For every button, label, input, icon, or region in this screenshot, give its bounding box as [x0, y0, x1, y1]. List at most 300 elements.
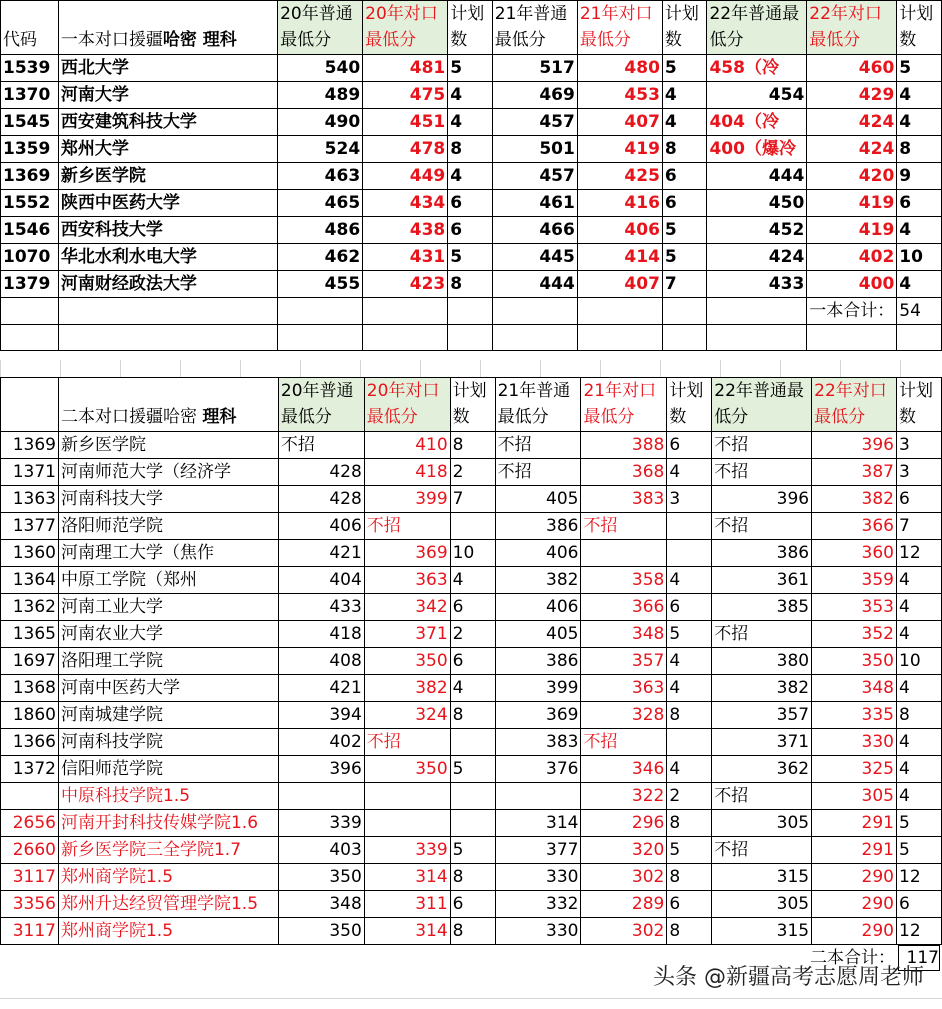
empty-cell — [363, 325, 448, 351]
cell-score-22-duikou: 419 — [807, 190, 897, 217]
cell-score-22-normal: 不招 — [712, 837, 812, 864]
cell-score-20-duikou: 434 — [363, 190, 448, 217]
cell-score-22-duikou: 291 — [812, 837, 897, 864]
cell-code: 1371 — [1, 459, 59, 486]
cell-school: 郑州升达经贸管理学院1.5 — [58, 891, 278, 918]
cell-score-21-normal: 445 — [492, 244, 577, 271]
cell-score-20-normal: 433 — [278, 594, 364, 621]
cell-plan-20: 4 — [450, 675, 495, 702]
empty-cell — [897, 325, 942, 351]
cell-score-22-normal: 315 — [712, 918, 812, 945]
cell-score-21-duikou: 406 — [577, 217, 662, 244]
cell-score-21-duikou: 328 — [581, 702, 667, 729]
erben-total-label: 二本合计： — [810, 948, 895, 968]
cell-plan-20: 4 — [448, 163, 493, 190]
cell-score-22-duikou: 366 — [812, 513, 897, 540]
cell-plan-20: 8 — [448, 136, 493, 163]
cell-score-20-duikou — [364, 810, 450, 837]
cell-plan-22: 5 — [897, 55, 942, 82]
cell-score-20-normal: 418 — [278, 621, 364, 648]
cell-code: 1377 — [1, 513, 59, 540]
cell-score-20-normal: 350 — [278, 864, 364, 891]
cell-school: 西北大学 — [58, 55, 277, 82]
cell-score-22-duikou: 402 — [807, 244, 897, 271]
cell-score-20-normal: 428 — [278, 459, 364, 486]
cell-plan-22: 9 — [897, 163, 942, 190]
table-row — [1, 513, 942, 540]
cell-score-22-normal: 433 — [707, 271, 807, 298]
cell-score-21-duikou: 368 — [581, 459, 667, 486]
empty-cell — [807, 325, 897, 351]
cell-score-21-normal — [495, 783, 581, 810]
empty-cell — [707, 325, 807, 351]
cell-score-21-normal: 405 — [495, 486, 581, 513]
cell-score-20-duikou: 438 — [363, 217, 448, 244]
table-row — [1, 783, 942, 810]
cell-code: 1697 — [1, 648, 59, 675]
cell-plan-20: 6 — [450, 648, 495, 675]
cell-code: 1362 — [1, 594, 59, 621]
header-plan: 计划数 — [667, 378, 712, 432]
empty-cell — [492, 298, 577, 325]
cell-plan-21: 5 — [662, 244, 707, 271]
cell-score-22-duikou: 387 — [812, 459, 897, 486]
cell-score-21-normal: 469 — [492, 82, 577, 109]
cell-score-22-duikou: 305 — [812, 783, 897, 810]
cell-code: 1545 — [1, 109, 59, 136]
cell-plan-21: 8 — [662, 136, 707, 163]
cell-plan-22: 4 — [897, 783, 942, 810]
cell-score-22-duikou: 350 — [812, 648, 897, 675]
cell-score-22-normal: 315 — [712, 864, 812, 891]
cell-score-22-normal: 386 — [712, 540, 812, 567]
cell-score-22-normal: 305 — [712, 891, 812, 918]
cell-score-22-normal: 396 — [712, 486, 812, 513]
cell-plan-21: 4 — [667, 648, 712, 675]
header-22-duikou: 22年对口最低分 — [812, 378, 897, 432]
cell-score-20-duikou: 不招 — [364, 513, 450, 540]
cell-score-20-normal: 421 — [278, 675, 364, 702]
cell-plan-21: 5 — [667, 621, 712, 648]
cell-score-20-normal: 428 — [278, 486, 364, 513]
cell-plan-21: 2 — [667, 783, 712, 810]
empty-cell — [1, 298, 59, 325]
cell-code: 1372 — [1, 756, 59, 783]
cell-score-21-normal: 376 — [495, 756, 581, 783]
table-row — [1, 837, 942, 864]
cell-score-22-duikou: 348 — [812, 675, 897, 702]
cell-score-22-duikou: 460 — [807, 55, 897, 82]
cell-score-21-duikou: 480 — [577, 55, 662, 82]
cell-score-21-duikou: 302 — [581, 864, 667, 891]
cell-school: 郑州商学院1.5 — [58, 918, 278, 945]
cell-score-21-duikou: 414 — [577, 244, 662, 271]
cell-score-21-normal: 330 — [495, 918, 581, 945]
cell-plan-20: 4 — [450, 567, 495, 594]
header-code — [1, 378, 59, 432]
cell-score-22-normal: 400（爆冷 — [707, 136, 807, 163]
cell-score-22-duikou: 290 — [812, 864, 897, 891]
cell-plan-20: 2 — [450, 459, 495, 486]
cell-score-21-normal: 383 — [495, 729, 581, 756]
cell-school: 河南农业大学 — [58, 621, 278, 648]
table-yiben — [0, 0, 942, 351]
cell-score-21-duikou: 416 — [577, 190, 662, 217]
cell-score-20-duikou: 451 — [363, 109, 448, 136]
empty-cell — [492, 325, 577, 351]
cell-score-21-normal: 517 — [492, 55, 577, 82]
table-row — [1, 459, 942, 486]
cell-score-20-normal: 465 — [278, 190, 363, 217]
empty-cell — [278, 325, 363, 351]
cell-score-22-normal: 458（冷 — [707, 55, 807, 82]
cell-plan-21: 4 — [667, 459, 712, 486]
cell-score-20-duikou: 不招 — [364, 729, 450, 756]
cell-plan-22: 8 — [897, 136, 942, 163]
cell-score-22-normal: 361 — [712, 567, 812, 594]
cell-plan-20 — [450, 513, 495, 540]
cell-school: 郑州商学院1.5 — [58, 864, 278, 891]
cell-score-22-normal: 404（冷 — [707, 109, 807, 136]
cell-plan-22: 4 — [897, 621, 942, 648]
yiben-total-value: 54 — [897, 298, 942, 325]
cell-plan-22: 10 — [897, 244, 942, 271]
header-20-duikou: 20年对口最低分 — [364, 378, 450, 432]
empty-cell — [1, 325, 59, 351]
header-20-normal: 20年普通最低分 — [278, 1, 363, 55]
cell-school: 河南开封科技传媒学院1.6 — [58, 810, 278, 837]
cell-score-22-normal: 424 — [707, 244, 807, 271]
header-plan: 计划数 — [897, 378, 942, 432]
cell-score-22-duikou: 429 — [807, 82, 897, 109]
cell-score-21-duikou: 322 — [581, 783, 667, 810]
table-row — [1, 756, 942, 783]
cell-score-21-duikou: 320 — [581, 837, 667, 864]
cell-plan-20: 2 — [450, 621, 495, 648]
header-title: 二本对口援疆哈密 理科 — [58, 378, 278, 432]
table-row — [1, 190, 942, 217]
cell-score-20-duikou: 314 — [364, 864, 450, 891]
cell-score-21-duikou: 366 — [581, 594, 667, 621]
table-row — [1, 648, 942, 675]
cell-score-20-duikou: 475 — [363, 82, 448, 109]
cell-score-22-duikou: 420 — [807, 163, 897, 190]
cell-score-20-duikou: 342 — [364, 594, 450, 621]
gridline-gap — [0, 360, 942, 377]
cell-score-21-duikou: 296 — [581, 810, 667, 837]
cell-score-21-duikou: 348 — [581, 621, 667, 648]
cell-plan-21: 4 — [667, 756, 712, 783]
cell-plan-22: 4 — [897, 594, 942, 621]
cell-score-22-normal: 不招 — [712, 459, 812, 486]
cell-score-22-normal: 454 — [707, 82, 807, 109]
cell-code: 3117 — [1, 864, 59, 891]
header-21-normal: 21年普通最低分 — [492, 1, 577, 55]
cell-plan-20: 8 — [450, 864, 495, 891]
cell-score-20-duikou: 399 — [364, 486, 450, 513]
cell-school: 河南城建学院 — [58, 702, 278, 729]
cell-plan-21: 4 — [662, 109, 707, 136]
header-22-normal: 22年普通最低分 — [712, 378, 812, 432]
total-row — [1, 298, 942, 325]
cell-score-21-duikou: 346 — [581, 756, 667, 783]
cell-score-21-duikou: 419 — [577, 136, 662, 163]
cell-score-20-normal: 408 — [278, 648, 364, 675]
cell-code: 1366 — [1, 729, 59, 756]
cell-score-21-duikou: 383 — [581, 486, 667, 513]
cell-plan-20: 4 — [448, 82, 493, 109]
cell-plan-20: 8 — [450, 918, 495, 945]
cell-score-21-normal: 不招 — [495, 459, 581, 486]
cell-score-20-normal: 396 — [278, 756, 364, 783]
cell-score-22-normal: 444 — [707, 163, 807, 190]
cell-school: 河南师范大学（经济学 — [58, 459, 278, 486]
cell-score-20-normal — [278, 783, 364, 810]
cell-plan-22: 7 — [897, 513, 942, 540]
cell-score-21-normal: 382 — [495, 567, 581, 594]
cell-plan-20: 8 — [450, 702, 495, 729]
cell-score-22-duikou: 335 — [812, 702, 897, 729]
header-plan: 计划数 — [662, 1, 707, 55]
cell-code — [1, 783, 59, 810]
cell-plan-21: 5 — [662, 217, 707, 244]
cell-score-21-duikou — [581, 540, 667, 567]
cell-plan-22: 4 — [897, 82, 942, 109]
cell-score-21-duikou: 不招 — [581, 729, 667, 756]
table-row — [1, 163, 942, 190]
cell-plan-21: 6 — [667, 594, 712, 621]
cell-code: 1363 — [1, 486, 59, 513]
cell-score-21-duikou: 289 — [581, 891, 667, 918]
cell-score-20-normal: 348 — [278, 891, 364, 918]
cell-score-20-duikou: 423 — [363, 271, 448, 298]
cell-plan-20 — [450, 729, 495, 756]
cell-score-20-normal: 402 — [278, 729, 364, 756]
cell-score-22-normal: 382 — [712, 675, 812, 702]
cell-score-22-normal: 380 — [712, 648, 812, 675]
empty-cell — [577, 325, 662, 351]
cell-score-21-normal: 399 — [495, 675, 581, 702]
cell-plan-22: 5 — [897, 810, 942, 837]
cell-school: 洛阳理工学院 — [58, 648, 278, 675]
cell-score-21-normal: 330 — [495, 864, 581, 891]
cell-school: 河南理工大学（焦作 — [58, 540, 278, 567]
cell-score-22-duikou: 360 — [812, 540, 897, 567]
cell-score-21-normal: 377 — [495, 837, 581, 864]
cell-code: 1860 — [1, 702, 59, 729]
cell-score-22-normal: 362 — [712, 756, 812, 783]
cell-plan-21: 7 — [662, 271, 707, 298]
cell-score-22-normal: 371 — [712, 729, 812, 756]
cell-plan-22: 4 — [897, 217, 942, 244]
cell-plan-21: 6 — [667, 891, 712, 918]
cell-score-22-duikou: 419 — [807, 217, 897, 244]
cell-plan-22: 8 — [897, 702, 942, 729]
cell-school: 新乡医学院三全学院1.7 — [58, 837, 278, 864]
cell-plan-21 — [667, 729, 712, 756]
cell-code: 1379 — [1, 271, 59, 298]
cell-score-22-duikou: 396 — [812, 432, 897, 459]
cell-score-21-normal: 466 — [492, 217, 577, 244]
cell-school: 华北水利水电大学 — [58, 244, 277, 271]
cell-score-20-normal: 394 — [278, 702, 364, 729]
cell-plan-22: 4 — [897, 675, 942, 702]
cell-plan-22: 4 — [897, 756, 942, 783]
cell-score-21-duikou: 302 — [581, 918, 667, 945]
table-row — [1, 702, 942, 729]
table-row — [1, 891, 942, 918]
cell-score-21-normal: 386 — [495, 648, 581, 675]
cell-code: 1369 — [1, 163, 59, 190]
cell-score-21-duikou: 不招 — [581, 513, 667, 540]
cell-score-20-duikou: 350 — [364, 648, 450, 675]
cell-plan-20: 8 — [450, 432, 495, 459]
cell-plan-20 — [450, 810, 495, 837]
cell-score-20-duikou: 449 — [363, 163, 448, 190]
cell-plan-20 — [450, 783, 495, 810]
cell-plan-22: 6 — [897, 486, 942, 513]
cell-score-20-normal: 486 — [278, 217, 363, 244]
cell-plan-20: 5 — [450, 756, 495, 783]
cell-code: 1365 — [1, 621, 59, 648]
cell-score-20-duikou: 371 — [364, 621, 450, 648]
cell-plan-21: 8 — [667, 810, 712, 837]
cell-score-20-normal: 489 — [278, 82, 363, 109]
cell-plan-20: 4 — [448, 109, 493, 136]
cell-score-22-normal: 452 — [707, 217, 807, 244]
cell-score-22-normal: 357 — [712, 702, 812, 729]
cell-plan-21: 6 — [662, 163, 707, 190]
cell-score-21-normal: 501 — [492, 136, 577, 163]
cell-code: 1546 — [1, 217, 59, 244]
cell-score-20-normal: 350 — [278, 918, 364, 945]
empty-cell — [577, 298, 662, 325]
table-row — [1, 567, 942, 594]
cell-plan-20: 8 — [448, 271, 493, 298]
empty-row — [1, 325, 942, 351]
empty-cell — [448, 298, 493, 325]
empty-cell — [363, 298, 448, 325]
cell-score-20-normal: 455 — [278, 271, 363, 298]
cell-score-20-duikou — [364, 783, 450, 810]
cell-plan-22: 4 — [897, 567, 942, 594]
cell-score-20-duikou: 431 — [363, 244, 448, 271]
cell-plan-21 — [667, 540, 712, 567]
header-plan: 计划数 — [897, 1, 942, 55]
cell-school: 河南科技大学 — [58, 486, 278, 513]
header-21-normal: 21年普通最低分 — [495, 378, 581, 432]
cell-plan-20: 10 — [450, 540, 495, 567]
watermark: 头条 @新疆高考志愿周老师 — [653, 965, 924, 990]
cell-code: 1539 — [1, 55, 59, 82]
cell-score-22-normal: 不招 — [712, 513, 812, 540]
erben-total-value: 117 — [898, 945, 940, 971]
table-row — [1, 594, 942, 621]
table-row — [1, 540, 942, 567]
table-row — [1, 244, 942, 271]
cell-code: 1359 — [1, 136, 59, 163]
cell-score-22-duikou: 290 — [812, 918, 897, 945]
cell-score-22-duikou: 325 — [812, 756, 897, 783]
cell-score-22-duikou: 352 — [812, 621, 897, 648]
cell-score-22-duikou: 424 — [807, 109, 897, 136]
cell-score-21-normal: 332 — [495, 891, 581, 918]
header-code: 代码 — [1, 1, 59, 55]
cell-score-21-duikou: 425 — [577, 163, 662, 190]
cell-score-22-normal: 不招 — [712, 621, 812, 648]
cell-score-21-duikou: 358 — [581, 567, 667, 594]
table-row — [1, 82, 942, 109]
cell-score-20-normal: 524 — [278, 136, 363, 163]
table-row — [1, 729, 942, 756]
header-title: 一本对口援疆哈密 理科 — [58, 1, 277, 55]
cell-plan-22: 12 — [897, 864, 942, 891]
table-row — [1, 621, 942, 648]
cell-score-20-duikou: 382 — [364, 675, 450, 702]
cell-score-20-normal: 不招 — [278, 432, 364, 459]
cell-score-22-normal: 305 — [712, 810, 812, 837]
cell-score-21-duikou: 363 — [581, 675, 667, 702]
table-row — [1, 55, 942, 82]
cell-code: 1070 — [1, 244, 59, 271]
header-20-duikou: 20年对口最低分 — [363, 1, 448, 55]
header-21-duikou: 21年对口最低分 — [577, 1, 662, 55]
cell-school: 河南工业大学 — [58, 594, 278, 621]
cell-score-20-duikou: 481 — [363, 55, 448, 82]
cell-plan-21: 8 — [667, 864, 712, 891]
cell-code: 2656 — [1, 810, 59, 837]
cell-score-21-duikou: 357 — [581, 648, 667, 675]
cell-score-22-duikou: 291 — [812, 810, 897, 837]
cell-school: 中原科技学院1.5 — [58, 783, 278, 810]
cell-score-22-duikou: 359 — [812, 567, 897, 594]
cell-plan-21: 8 — [667, 702, 712, 729]
cell-score-21-duikou: 388 — [581, 432, 667, 459]
cell-score-21-duikou: 407 — [577, 271, 662, 298]
cell-score-22-duikou: 382 — [812, 486, 897, 513]
cell-score-20-normal: 540 — [278, 55, 363, 82]
cell-score-20-normal: 403 — [278, 837, 364, 864]
table-row — [1, 271, 942, 298]
table-row — [1, 675, 942, 702]
cell-plan-22: 10 — [897, 648, 942, 675]
cell-score-20-normal: 404 — [278, 567, 364, 594]
cell-school: 西安科技大学 — [58, 217, 277, 244]
cell-score-20-duikou: 478 — [363, 136, 448, 163]
cell-school: 信阳师范学院 — [58, 756, 278, 783]
cell-school: 河南财经政法大学 — [58, 271, 277, 298]
cell-score-21-normal: 457 — [492, 109, 577, 136]
cell-score-20-normal: 339 — [278, 810, 364, 837]
cell-score-21-duikou: 407 — [577, 109, 662, 136]
cell-code: 1369 — [1, 432, 59, 459]
cell-score-20-duikou: 410 — [364, 432, 450, 459]
cell-score-20-normal: 463 — [278, 163, 363, 190]
cell-score-20-duikou: 324 — [364, 702, 450, 729]
cell-school: 河南中医药大学 — [58, 675, 278, 702]
empty-cell — [707, 298, 807, 325]
cell-plan-20: 6 — [448, 190, 493, 217]
header-plan: 计划数 — [448, 1, 493, 55]
empty-cell — [448, 325, 493, 351]
table-erben — [0, 377, 942, 945]
cell-score-21-normal: 406 — [495, 594, 581, 621]
cell-school: 洛阳师范学院 — [58, 513, 278, 540]
table-row — [1, 486, 942, 513]
cell-score-21-normal: 457 — [492, 163, 577, 190]
cell-score-20-normal: 490 — [278, 109, 363, 136]
cell-score-22-duikou: 400 — [807, 271, 897, 298]
